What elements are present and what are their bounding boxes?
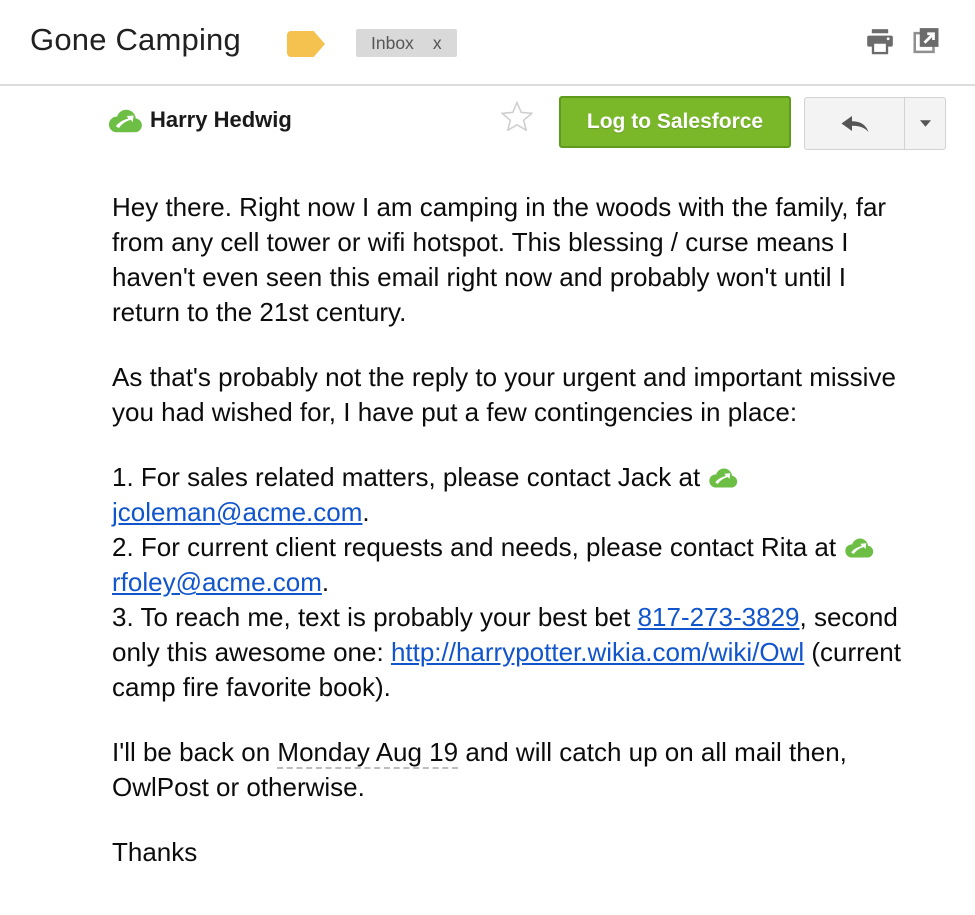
header-divider: [0, 84, 975, 86]
inbox-label-chip[interactable]: [356, 29, 457, 57]
body-paragraph: [112, 360, 918, 430]
log-to-salesforce-button[interactable]: Log to Salesforce: [559, 96, 791, 148]
body-text: and will catch up on all mail then, OwlPost or otherwise.: [112, 737, 847, 802]
body-paragraph: [112, 460, 918, 705]
star-outline-icon[interactable]: [501, 101, 533, 131]
salesforce-cloud-icon: [843, 537, 874, 559]
body-paragraph: [112, 735, 918, 805]
open-in-new-icon[interactable]: [911, 25, 941, 55]
body-text: 3. To reach me, text is probably your best bet: [112, 602, 638, 632]
body-link[interactable]: http://harrypotter.wikia.com/wiki/Owl: [390, 637, 805, 667]
salesforce-cloud-icon: [707, 467, 738, 489]
email-subject: Gone Camping: [30, 22, 241, 57]
label-tag-icon: [287, 31, 325, 57]
body-text: .: [321, 567, 330, 597]
body-text: Thanks: [112, 837, 198, 867]
body-text: I'll be back on: [112, 737, 278, 767]
body-link[interactable]: rfoley@acme.com: [112, 567, 322, 597]
inbox-label-text: Inbox: [371, 32, 414, 53]
body-link[interactable]: jcoleman@acme.com: [112, 497, 363, 527]
reply-arrow-icon[interactable]: [805, 98, 904, 149]
email-body: [112, 190, 918, 900]
body-text: (current camp fire favorite book).: [112, 637, 901, 702]
body-text: 1. For sales related matters, please contact Jack at: [112, 462, 708, 492]
reply-button-group: [804, 97, 946, 150]
sender-name[interactable]: Harry Hedwig: [150, 107, 292, 132]
salesforce-cloud-icon[interactable]: [106, 108, 143, 134]
print-icon[interactable]: [866, 29, 894, 55]
body-text: , second only this awesome one:: [112, 602, 898, 667]
body-text: Hey there. Right now I am camping in the woods with the family, far from any cell tower or wifi hotspot. This blessing / curse means I haven't even seen this email right now and probably won't until I return to the 21st century.: [112, 192, 887, 327]
body-paragraph: [112, 835, 918, 870]
remove-label-button[interactable]: x: [432, 32, 442, 53]
chevron-down-icon[interactable]: [904, 98, 945, 149]
body-paragraph: [112, 190, 918, 330]
detected-date-text[interactable]: Monday Aug 19: [277, 737, 459, 767]
body-link[interactable]: 817-273-3829: [637, 602, 800, 632]
body-text: .: [362, 497, 370, 527]
body-text: 2. For current client requests and needs, please contact Rita at: [112, 532, 844, 562]
body-text: As that's probably not the reply to your urgent and important missive you had wished for, I have put a few contingencies in place:: [112, 362, 896, 427]
